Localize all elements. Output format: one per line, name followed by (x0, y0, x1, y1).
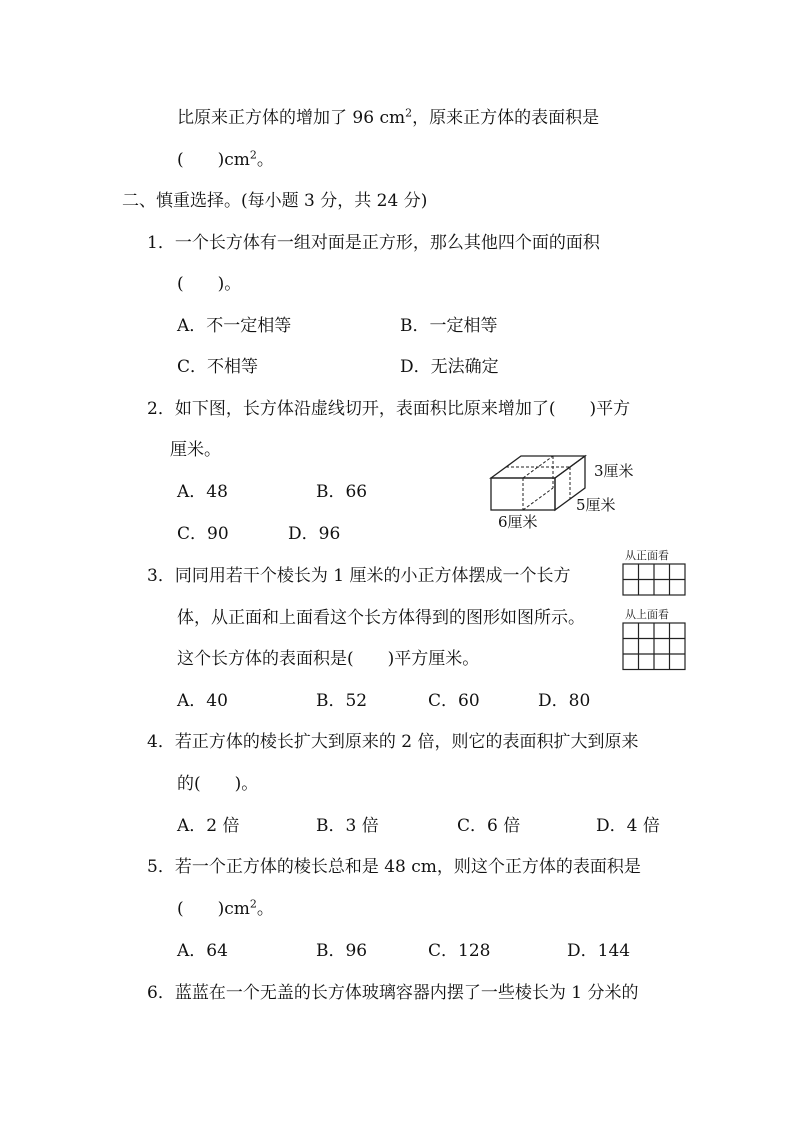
q4-option-a[interactable]: A．2 倍 (177, 816, 240, 836)
q5-option-a[interactable]: A．64 (177, 941, 228, 961)
front-view-grid (622, 563, 686, 597)
fig-depth-label: 5厘米 (576, 496, 616, 514)
q3-option-d[interactable]: D．80 (538, 691, 591, 711)
front-view-title: 从正面看 (625, 549, 669, 562)
q6-stem-line-1: 6．蓝蓝在一个无盖的长方体玻璃容器内摆了一些棱长为 1 分米的 (147, 983, 639, 1003)
q5-stem-line-2: ( )$cm^2$。 (177, 897, 274, 919)
section-heading: 二、慎重选择。(每小题 3 分，共 24 分) (122, 191, 428, 211)
intro-line-2: ( )$cm^2$。 (177, 148, 274, 170)
q4-stem-line-2: 的( )。 (177, 774, 259, 794)
q2-option-d[interactable]: D．96 (288, 524, 341, 544)
q2-stem-line-1: 2．如下图，长方体沿虚线切开，表面积比原来增加了( )平方 (147, 399, 631, 419)
q5-stem-line-1: 5．若一个正方体的棱长总和是 48 cm，则这个正方体的表面积是 (147, 857, 641, 877)
q4-option-d[interactable]: D．4 倍 (596, 816, 660, 836)
q2-option-c[interactable]: C．90 (177, 524, 229, 544)
q3-stem-line-1: 3．同同用若干个棱长为 1 厘米的小正方体摆成一个长方 (147, 566, 571, 586)
top-view-title: 从上面看 (625, 608, 669, 621)
q1-option-a[interactable]: A．不一定相等 (177, 316, 292, 336)
q1-option-c[interactable]: C．不相等 (177, 357, 259, 377)
q5-option-b[interactable]: B．96 (316, 941, 368, 961)
q1-option-d[interactable]: D．无法确定 (400, 357, 499, 377)
q5-option-c[interactable]: C．128 (428, 941, 491, 961)
q3-stem-line-2: 体，从正面和上面看这个长方体得到的图形如图所示。 (177, 608, 585, 628)
q1-option-b[interactable]: B．一定相等 (400, 316, 498, 336)
fig-length-label: 6厘米 (498, 513, 538, 531)
q1-stem-line-1: 1．一个长方体有一组对面是正方形，那么其他四个面的面积 (147, 233, 600, 253)
q2-stem-line-2: 厘米。 (170, 440, 221, 460)
q3-option-a[interactable]: A．40 (177, 691, 228, 711)
q4-option-b[interactable]: B．3 倍 (316, 816, 379, 836)
q5-option-d[interactable]: D．144 (567, 941, 631, 961)
q3-stem-line-3: 这个长方体的表面积是( )平方厘米。 (177, 649, 480, 669)
q3-option-b[interactable]: B．52 (316, 691, 368, 711)
q2-option-a[interactable]: A．48 (177, 482, 228, 502)
q4-option-c[interactable]: C．6 倍 (457, 816, 521, 836)
cut-lines (506, 456, 570, 510)
q1-stem-line-2: ( )。 (177, 274, 242, 294)
fig-height-label: 3厘米 (594, 462, 634, 480)
q2-option-b[interactable]: B．66 (316, 482, 368, 502)
q4-stem-line-1: 4．若正方体的棱长扩大到原来的 2 倍，则它的表面积扩大到原来 (147, 732, 639, 752)
top-view-grid (622, 622, 686, 671)
q3-option-c[interactable]: C．60 (428, 691, 480, 711)
intro-line-1: 比原来正方体的增加了 96 $cm^2$，原来正方体的表面积是 (177, 106, 600, 128)
